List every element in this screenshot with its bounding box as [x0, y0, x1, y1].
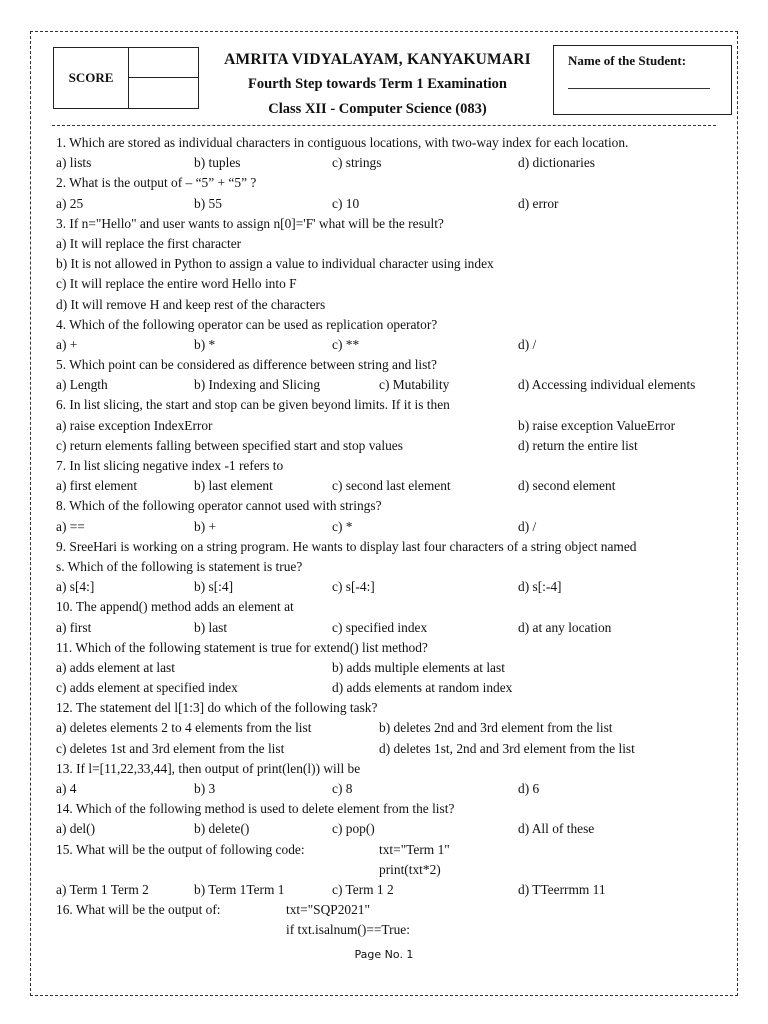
text-segment: d) TTeerrmm 11	[518, 881, 606, 897]
text-segment: d) deletes 1st, 2nd and 3rd element from the list	[379, 740, 635, 756]
text-segment: txt="Term 1"	[379, 841, 450, 857]
text-line	[56, 194, 736, 214]
text-line	[56, 133, 736, 153]
class-subject: Class XII - Computer Science (083)	[268, 101, 487, 117]
text-line	[56, 254, 736, 274]
text-line	[56, 456, 736, 476]
text-segment: d) s[:-4]	[518, 579, 562, 595]
page-number: Page No. 1	[354, 948, 414, 961]
text-line	[56, 315, 736, 335]
text-segment: txt="SQP2021"	[286, 902, 370, 918]
text-segment: 9. SreeHari is working on a string program. He wants to display last four characters of a string object named	[56, 538, 637, 554]
text-segment: b) It is not allowed in Python to assign a value to individual character using index	[56, 256, 494, 272]
text-segment: b) +	[194, 518, 217, 534]
text-segment: 13. If l=[11,22,33,44], then output of print(len(l)) will be	[56, 760, 361, 776]
text-line	[56, 395, 736, 415]
school-name: AMRITA VIDYALAYAM, KANYAKUMARI	[224, 51, 531, 68]
text-line	[56, 920, 736, 940]
text-segment: a) 4	[56, 781, 77, 796]
text-segment: a) del()	[56, 821, 96, 837]
text-line	[56, 597, 736, 617]
student-name-box	[553, 45, 732, 115]
text-line	[56, 718, 736, 738]
text-segment: c) Mutability	[379, 377, 450, 393]
text-line	[56, 739, 736, 759]
text-segment: 7. In list slicing negative index -1 refers to	[56, 458, 284, 473]
text-line	[56, 355, 736, 375]
text-segment: c) second last element	[332, 478, 451, 494]
text-segment: d) adds elements at random index	[332, 680, 513, 696]
text-segment: d) Accessing individual elements	[518, 377, 696, 393]
text-segment: c) **	[332, 336, 360, 352]
text-line	[56, 153, 736, 173]
text-segment: 8. Which of the following operator cannot used with strings?	[56, 498, 382, 514]
text-segment: a) 25	[56, 195, 84, 211]
text-segment: b) adds multiple elements at last	[332, 659, 505, 675]
text-segment: d) All of these	[518, 821, 595, 837]
text-segment: a) first element	[56, 478, 138, 494]
text-segment: a) adds element at last	[56, 659, 175, 675]
text-line	[56, 557, 736, 577]
text-segment: c) pop()	[332, 821, 375, 837]
text-line	[56, 840, 736, 860]
text-segment: c) 8	[332, 781, 353, 796]
text-line	[56, 517, 736, 537]
text-segment: d) second element	[518, 478, 616, 494]
text-line	[56, 436, 736, 456]
text-line	[56, 274, 736, 294]
text-segment: d) at any location	[518, 619, 612, 635]
text-line	[56, 476, 736, 496]
text-segment: print(txt*2)	[379, 861, 441, 877]
text-segment: c) Term 1 2	[332, 881, 394, 897]
text-segment: a) raise exception IndexError	[56, 417, 213, 433]
text-segment: 6. In list slicing, the start and stop can be given beyond limits. If it is then	[56, 397, 450, 413]
text-line	[56, 335, 736, 355]
text-line	[56, 295, 736, 315]
text-line	[56, 880, 736, 900]
text-line	[56, 416, 736, 436]
text-line	[56, 658, 736, 678]
text-segment: b) s[:4]	[194, 579, 234, 595]
text-segment: c) strings	[332, 155, 382, 171]
text-line	[56, 860, 736, 880]
text-line	[56, 496, 736, 516]
text-segment: c) s[-4:]	[332, 579, 375, 595]
text-segment: b) Indexing and Slicing	[194, 377, 321, 393]
text-segment: 3. If n="Hello" and user wants to assign n[0]='F' what will be the result?	[56, 215, 444, 231]
text-segment: b) 3	[194, 781, 216, 796]
text-line	[56, 678, 736, 698]
text-line	[56, 214, 736, 234]
text-segment: a) It will replace the first character	[56, 235, 242, 251]
text-segment: b) 55	[194, 195, 222, 211]
text-segment: b) raise exception ValueError	[518, 417, 676, 433]
text-segment: a) Length	[56, 377, 108, 393]
text-segment: c) specified index	[332, 619, 428, 635]
text-segment: 12. The statement del l[1:3] do which of the following task?	[56, 700, 378, 716]
text-segment: c) adds element at specified index	[56, 680, 238, 696]
text-segment: b) deletes 2nd and 3rd element from the list	[379, 720, 613, 736]
text-line	[56, 537, 736, 557]
text-segment: b) last	[194, 619, 228, 635]
text-segment: d) 6	[518, 781, 540, 796]
text-line	[56, 799, 736, 819]
text-segment: b) Term 1Term 1	[194, 881, 285, 897]
question-list	[56, 133, 736, 941]
text-segment: d) dictionaries	[518, 155, 595, 171]
text-segment: a) Term 1 Term 2	[56, 881, 149, 897]
text-segment: a) lists	[56, 155, 92, 171]
score-label: SCORE	[54, 48, 129, 108]
text-segment: 16. What will be the output of:	[56, 902, 221, 918]
text-segment: a) +	[56, 336, 78, 352]
text-line	[56, 779, 736, 799]
text-segment: 11. Which of the following statement is true for extend() list method?	[56, 639, 428, 655]
score-divider	[129, 77, 198, 78]
text-line	[56, 173, 736, 193]
text-line	[56, 618, 736, 638]
text-segment: d) It will remove H and keep rest of the characters	[56, 296, 326, 312]
text-segment: d) error	[518, 195, 559, 211]
text-segment: 4. Which of the following operator can be used as replication operator?	[56, 316, 438, 332]
text-segment: d) /	[518, 518, 537, 534]
text-segment: d) /	[518, 336, 537, 352]
text-line	[56, 819, 736, 839]
text-segment: a) deletes elements 2 to 4 elements from the list	[56, 720, 312, 736]
text-segment: 10. The append() method adds an element at	[56, 599, 294, 615]
text-segment: c) 10	[332, 195, 360, 211]
student-name-label: Name of the Student:	[568, 53, 687, 68]
text-segment: c) It will replace the entire word Hello into F	[56, 276, 297, 292]
text-line	[56, 638, 736, 658]
text-segment: c) deletes 1st and 3rd element from the list	[56, 740, 285, 756]
text-segment: 1. Which are stored as individual characters in contiguous locations, with two-way index for each location.	[56, 135, 629, 150]
text-segment: 2. What is the output of – “5” + “5” ?	[56, 175, 257, 191]
text-segment: 14. Which of the following method is used to delete element from the list?	[56, 801, 455, 817]
text-line	[56, 698, 736, 718]
text-segment: a) ==	[56, 518, 85, 534]
text-segment: d) return the entire list	[518, 437, 638, 453]
student-name-line	[568, 88, 710, 89]
text-segment: b) *	[194, 336, 216, 352]
score-box	[53, 47, 199, 109]
text-segment: a) s[4:]	[56, 579, 95, 595]
text-segment: c) return elements falling between specified start and stop values	[56, 437, 403, 453]
text-segment: b) delete()	[194, 821, 250, 837]
text-line	[56, 375, 736, 395]
text-segment: s. Which of the following is statement is true?	[56, 558, 303, 574]
text-line	[56, 234, 736, 254]
text-segment: b) last element	[194, 478, 273, 494]
text-line	[56, 577, 736, 597]
exam-title: Fourth Step towards Term 1 Examination	[247, 76, 507, 92]
text-segment: b) tuples	[194, 155, 241, 171]
text-segment: if txt.isalnum()==True:	[286, 922, 410, 938]
text-segment: a) first	[56, 619, 92, 635]
text-line	[56, 900, 736, 920]
text-line	[56, 759, 736, 779]
header-separator	[52, 125, 716, 126]
text-segment: 5. Which point can be considered as difference between string and list?	[56, 357, 438, 373]
text-segment: c) *	[332, 518, 353, 534]
text-segment: 15. What will be the output of following code:	[56, 841, 305, 857]
